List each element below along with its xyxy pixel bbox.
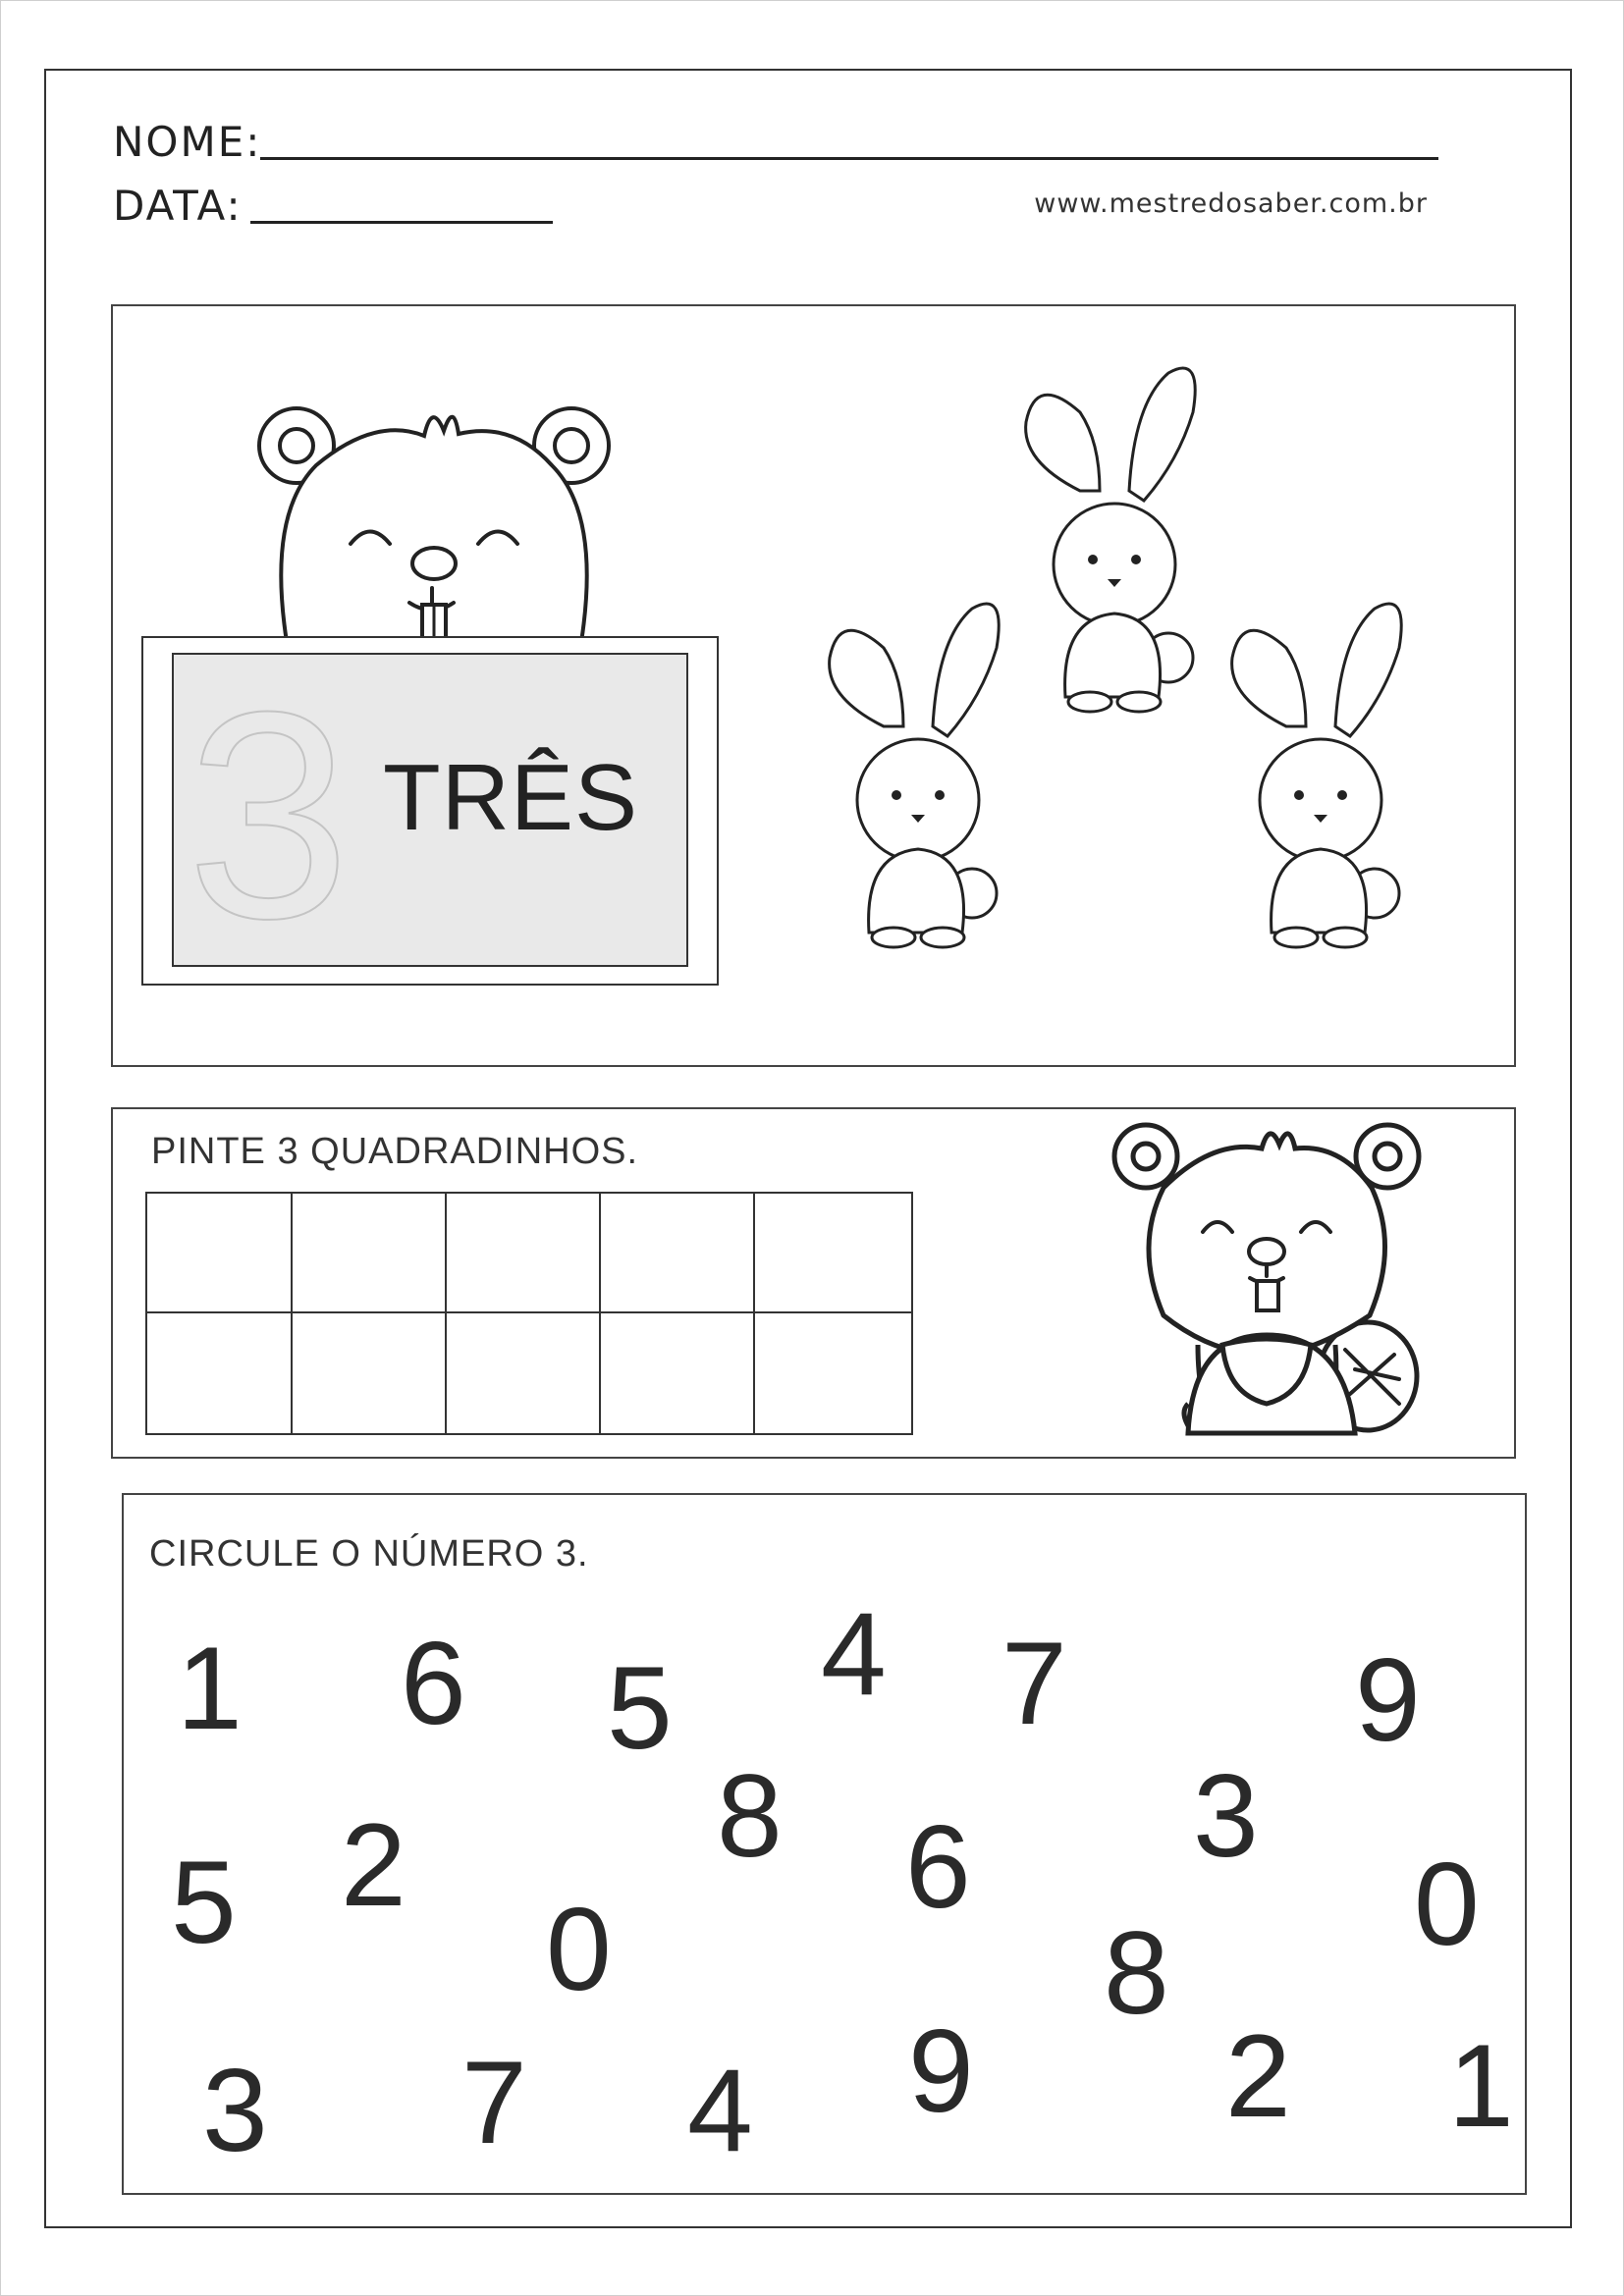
circle-instruction: CIRCULE O NÚMERO 3. <box>149 1533 589 1575</box>
number-item[interactable]: 2 <box>1225 2010 1291 2142</box>
date-line[interactable] <box>250 221 553 224</box>
number-item[interactable]: 7 <box>461 2037 527 2168</box>
grid-cell[interactable] <box>447 1313 601 1433</box>
number-item[interactable]: 2 <box>341 1799 406 1931</box>
squares-grid <box>145 1192 913 1435</box>
grid-cell[interactable] <box>147 1194 293 1313</box>
number-item[interactable]: 0 <box>546 1884 612 2015</box>
number-item[interactable]: 8 <box>717 1750 783 1882</box>
traceable-numeral[interactable]: 3 <box>187 650 351 980</box>
grid-cell[interactable] <box>755 1194 911 1313</box>
number-item[interactable]: 3 <box>1193 1750 1259 1882</box>
number-item[interactable]: 4 <box>821 1588 887 1720</box>
beaver-icon <box>1105 1119 1429 1443</box>
paint-instruction: PINTE 3 QUADRADINHOS. <box>151 1131 639 1172</box>
name-label: NOME: <box>113 118 262 166</box>
number-item[interactable]: 8 <box>1104 1907 1169 2039</box>
number-item[interactable]: 0 <box>1414 1839 1480 1970</box>
grid-cell[interactable] <box>601 1313 755 1433</box>
grid-cell[interactable] <box>601 1194 755 1313</box>
number-item[interactable]: 5 <box>171 1837 237 1968</box>
website-text: www.mestredosaber.com.br <box>1034 188 1428 219</box>
number-item[interactable]: 6 <box>401 1618 466 1749</box>
rabbit-icon <box>1227 599 1424 952</box>
number-item[interactable]: 6 <box>905 1801 971 1933</box>
grid-cell[interactable] <box>147 1313 293 1433</box>
grid-cell[interactable] <box>293 1313 447 1433</box>
number-item[interactable]: 1 <box>1448 2020 1514 2152</box>
grid-cell[interactable] <box>447 1194 601 1313</box>
number-item[interactable]: 9 <box>908 2005 974 2137</box>
number-item[interactable]: 3 <box>202 2045 268 2176</box>
number-word: TRÊS <box>383 745 639 850</box>
grid-cell[interactable] <box>755 1313 911 1433</box>
number-item[interactable]: 1 <box>177 1623 243 1754</box>
number-item[interactable]: 9 <box>1355 1634 1421 1766</box>
number-item[interactable]: 5 <box>607 1642 673 1774</box>
date-label: DATA: <box>113 182 243 230</box>
number-item[interactable]: 4 <box>687 2045 753 2176</box>
grid-cell[interactable] <box>293 1194 447 1313</box>
rabbit-icon <box>1021 363 1218 717</box>
number-item[interactable]: 7 <box>1001 1618 1067 1749</box>
name-line[interactable] <box>260 157 1438 160</box>
rabbit-icon <box>825 599 1021 952</box>
beaver-icon <box>257 397 611 642</box>
